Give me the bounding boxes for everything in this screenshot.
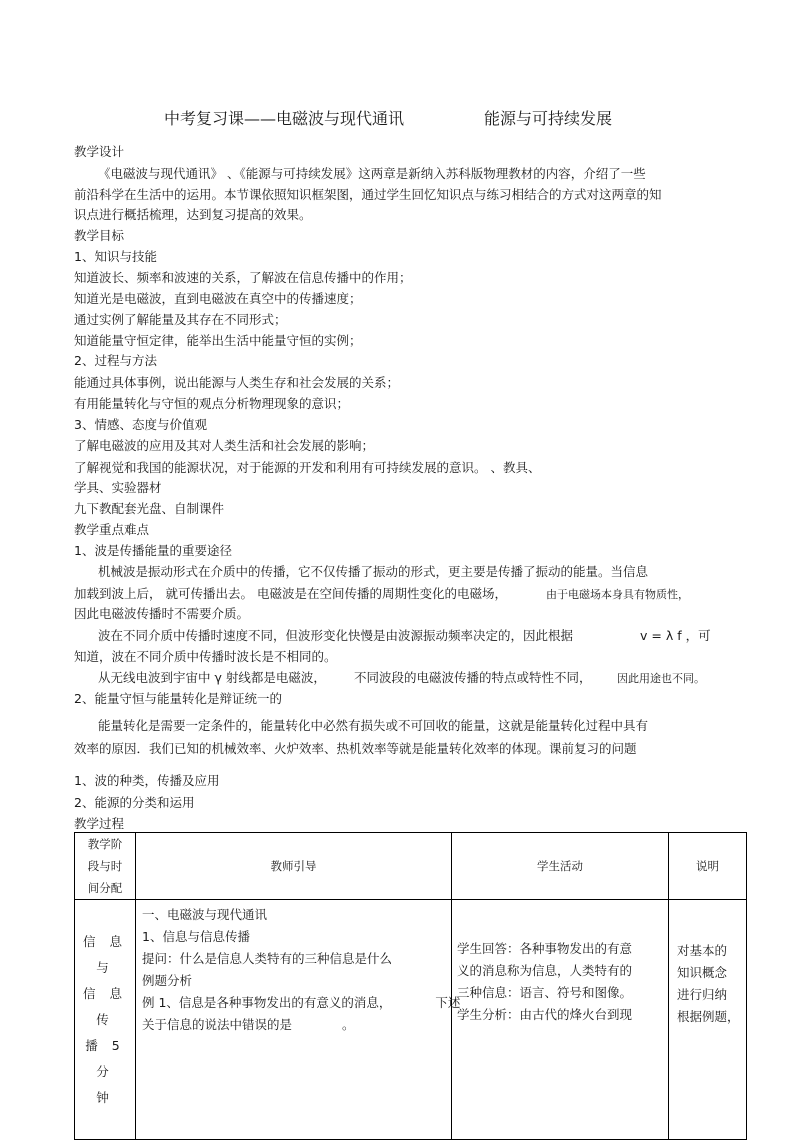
section-heading-goals: 教学目标 — [74, 228, 125, 243]
subheading: 1、波是传播能量的重要途径 — [74, 543, 232, 558]
header-teacher: 教师引导 — [136, 833, 452, 900]
header-stage: 教学阶 段与时 间分配 — [75, 833, 136, 900]
paragraph-line: 知道能量守恒定律，能举出生活中能量守恒的实例； — [74, 333, 362, 348]
paragraph-line: 能量转化是需要一定条件的，能量转化中必然有损失或不可回收的能量，这就是能量转化过程中具有 — [98, 718, 649, 733]
paragraph-line: 学具、实验器材 — [74, 480, 162, 495]
paragraph-line-small: 因此用途也不同。 — [617, 672, 705, 685]
paragraph-line: 不同波段的电磁波传播的特点或特性不同， — [354, 670, 592, 685]
subheading: 1、知识与技能 — [74, 249, 157, 264]
paragraph-line: 波在不同介质中传播时速度不同，但波形变化快慢是由波源振动频率决定的，因此根据 — [98, 628, 574, 643]
section-heading-process: 教学过程 — [74, 816, 125, 831]
paragraph-line: 知道波长、频率和波速的关系，了解波在信息传播中的作用； — [74, 270, 412, 285]
paragraph-line: 了解电磁波的应用及其对人类生活和社会发展的影响； — [74, 438, 375, 453]
formula-text: v = λ f ，可 — [640, 628, 711, 643]
paragraph-line: 加载到波上后， 就可传播出去。 电磁波是在空间传播的周期性变化的电磁场， — [74, 586, 507, 601]
section-heading-keypoints: 教学重点难点 — [74, 522, 150, 537]
paragraph-line-small: 由于电磁场本身具有物质性， — [546, 588, 689, 601]
header-note: 说明 — [669, 833, 747, 900]
stage-cell: 信 息 与 信 息 传 播 5 分 钟 — [75, 900, 136, 1140]
paragraph-line: 有用能量转化与守恒的观点分析物理现象的意识； — [74, 396, 350, 411]
doc-title-part1: 中考复习课——电磁波与现代通讯 — [164, 109, 405, 128]
teacher-guide-cell: 一、电磁波与现代通讯 1、信息与信息传播 提问：什么是信息人类特有的三种信息是什么 例题分析 例 1、信息是各种事物发出的有意义的消息， 下述 关于信息的说法中错误的是 。 — [136, 900, 452, 1140]
paragraph-line: 知道光是电磁波，直到电磁波在真空中的传播速度； — [74, 291, 362, 306]
paragraph-line: 1、波的种类，传播及应用 — [74, 773, 220, 788]
paragraph-line: 效率的原因．我们已知的机械效率、火炉效率、热机效率等就是能量转化效率的体现。课前复习的问题 — [74, 741, 637, 756]
paragraph-line: 因此电磁波传播时不需要介质。 — [74, 606, 250, 621]
paragraph-line: 九下教配套光盘、自制课件 — [74, 501, 225, 516]
paragraph-line: 《电磁波与现代通讯》 、《能源与可持续发展》这两章是新纳入苏科版物理教材的内容，介绍了一些 — [98, 166, 646, 181]
teaching-process-table — [74, 832, 747, 1140]
table-header-row — [75, 833, 747, 900]
paragraph-line: 通过实例了解能量及其存在不同形式； — [74, 312, 287, 327]
paragraph-line: 识点进行概括梳理，达到复习提高的效果。 — [74, 207, 312, 222]
paragraph-line: 了解视觉和我国的能源状况，对于能源的开发和利用有可持续发展的意识。 、教具、 — [74, 460, 541, 475]
paragraph-line: 能通过具体事例，说出能源与人类生存和社会发展的关系； — [74, 375, 400, 390]
paragraph-line: 前沿科学在生活中的运用。本节课依照知识框架图，通过学生回忆知识点与练习相结合的方式对这两章的知 — [74, 187, 662, 202]
header-student: 学生活动 — [452, 833, 669, 900]
paragraph-line: 知道，波在不同介质中传播时波长是不相同的。 — [74, 649, 337, 664]
subheading: 3、情感、态度与价值观 — [74, 417, 207, 432]
paragraph-line: 机械波是振动形式在介质中的传播，它不仅传播了振动的形式，更主要是传播了振动的能量。当信息 — [98, 564, 649, 579]
paragraph-line: 从无线电波到宇宙中 γ 射线都是电磁波， — [98, 670, 326, 685]
student-activity-cell: 学生回答：各种事物发出的有意 义的消息称为信息，人类特有的 三种信息：语言、符号和图像。 学生分析：由古代的烽火台到现 — [452, 900, 669, 1140]
subheading: 2、能量守恒与能量转化是辩证统一的 — [74, 691, 282, 706]
doc-title-part2: 能源与可持续发展 — [484, 109, 613, 128]
section-heading-design: 教学设计 — [74, 144, 125, 159]
table-row — [75, 900, 747, 1140]
note-cell: 对基本的 知识概念 进行归纳 根据例题， — [669, 900, 747, 1140]
subheading: 2、过程与方法 — [74, 353, 157, 368]
paragraph-line: 2、能源的分类和运用 — [74, 795, 195, 810]
